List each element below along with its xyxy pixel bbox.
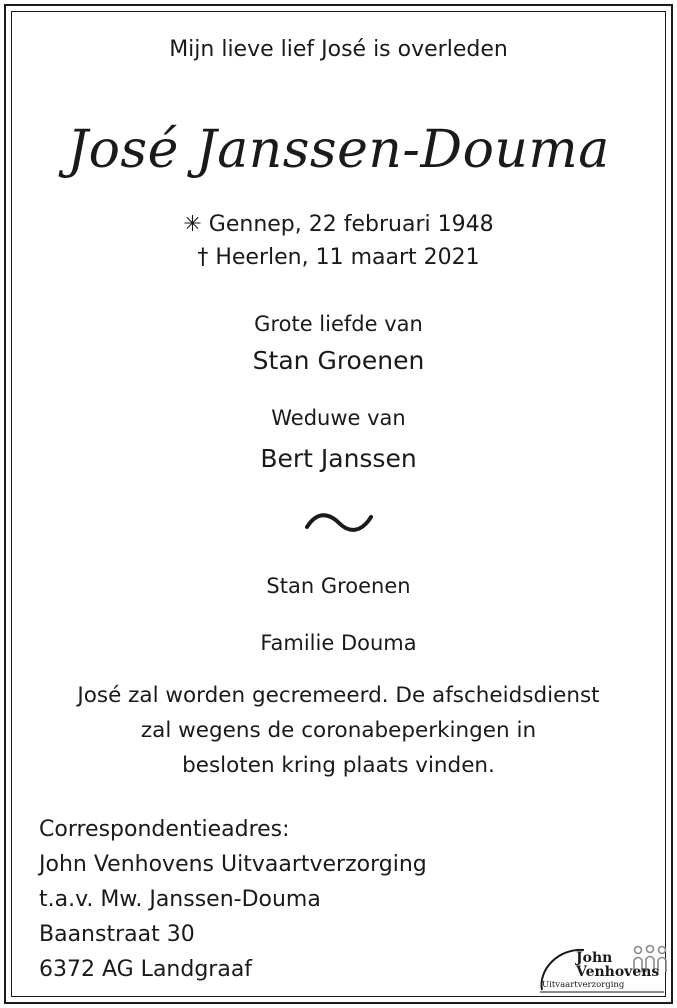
tilde-ornament-icon [303, 503, 375, 543]
intro-line: Mijn lieve lief José is overleden [169, 37, 508, 62]
deceased-name: José Janssen-Douma [67, 120, 610, 180]
death-line: † Heerlen, 11 maart 2021 [197, 245, 480, 270]
message [0, 678, 677, 783]
logo-john: John [576, 950, 613, 966]
widow-name: Bert Janssen [260, 444, 417, 473]
love-label: Grote liefde van [254, 312, 423, 336]
logo-subtitle: Uitvaartverzorging [542, 980, 625, 990]
address-line-2: t.a.v. Mw. Janssen-Douma [39, 887, 321, 912]
address-line-4: 6372 AG Landgraaf [39, 957, 253, 982]
message-line-2: zal wegens de coronabeperkingen in [140, 718, 537, 743]
family-line-2: Familie Douma [260, 631, 417, 655]
address-line-1: John Venhovens Uitvaartverzorging [39, 852, 427, 877]
correspondence-address [39, 812, 427, 987]
widow-label: Weduwe van [271, 406, 406, 430]
message-line-1: José zal worden gecremeerd. De afscheidsdienst [77, 683, 600, 708]
funeral-home-logo [536, 940, 670, 996]
love-name: Stan Groenen [252, 346, 425, 375]
life-dates [0, 208, 677, 274]
address-heading: Correspondentieadres: [39, 817, 290, 842]
logo-venhovens: Venhovens [576, 964, 660, 980]
message-line-3: besloten kring plaats vinden. [182, 753, 495, 778]
address-line-3: Baanstraat 30 [39, 922, 195, 947]
family-line-1: Stan Groenen [266, 574, 411, 598]
birth-line: ✳ Gennep, 22 februari 1948 [183, 212, 494, 237]
